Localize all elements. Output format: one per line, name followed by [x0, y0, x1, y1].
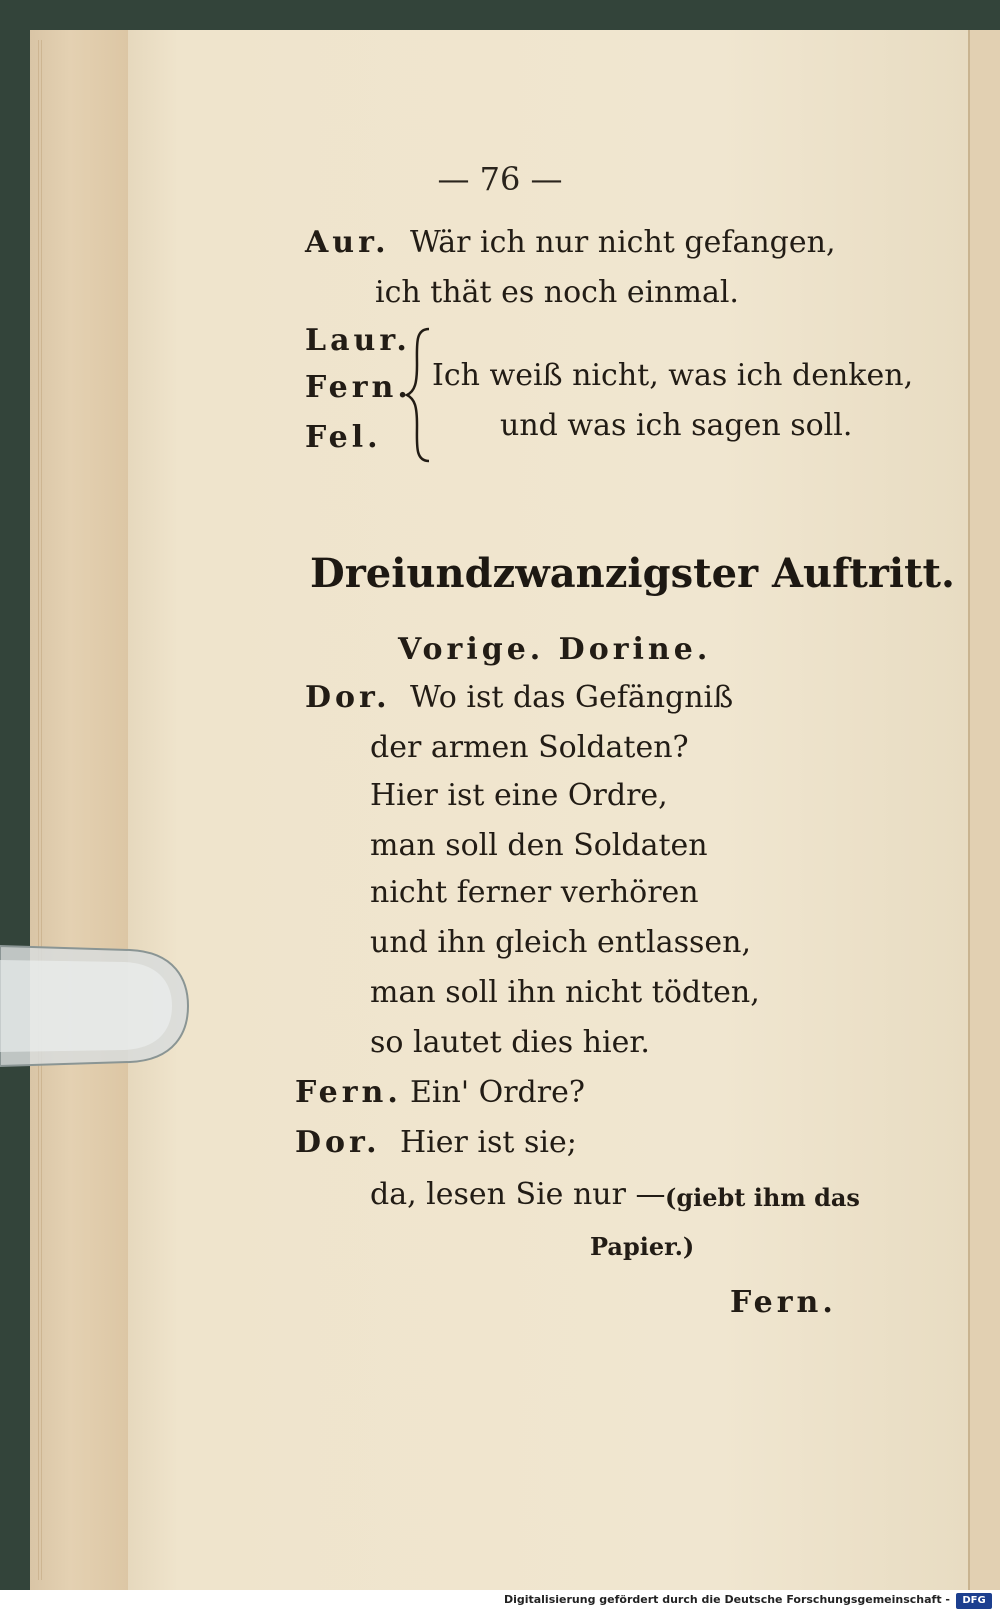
catchword: Fern. [730, 1285, 837, 1320]
dor-line-5: nicht ferner verhören [370, 875, 699, 910]
footer-bar [0, 1590, 1000, 1613]
dor-line-9: Hier ist sie; [400, 1125, 577, 1160]
dor-line-3: Hier ist eine Ordre, [370, 778, 668, 813]
aur-line-2: ich thät es noch einmal. [375, 275, 739, 310]
speaker-aur: Aur. [305, 225, 390, 260]
dor-line-6: und ihn gleich entlassen, [370, 925, 751, 960]
dor-line-7: man soll ihn nicht tödten, [370, 975, 760, 1010]
fern-line: Ein' Ordre? [410, 1075, 585, 1110]
dor-line-10: da, lesen Sie nur — [370, 1177, 666, 1212]
speaker-fern-2: Fern. [295, 1075, 402, 1110]
dor-line-1: Wo ist das Gefängniß [410, 680, 734, 715]
page-stack-edge [30, 30, 131, 1590]
cast-list: Vorige. Dorine. [398, 632, 712, 667]
right-page-edge [968, 30, 1000, 1590]
speaker-dor: Dor. [305, 680, 391, 715]
dor-line-2: der armen Soldaten? [370, 730, 689, 765]
speaker-laur: Laur. [305, 323, 411, 358]
trio-line-2: und was ich sagen soll. [500, 408, 853, 443]
speaker-fel: Fel. [305, 420, 382, 455]
page-clip [0, 940, 190, 1072]
stage-direction-2: Papier.) [590, 1232, 695, 1261]
dor-line-4: man soll den Soldaten [370, 828, 708, 863]
footer-credit: Digitalisierung gefördert durch die Deutsche Forschungsgemeinschaft - [503, 1593, 950, 1606]
curly-brace [405, 325, 435, 465]
stage-direction-1: (giebt ihm das [665, 1183, 860, 1212]
dor-line-8: so lautet dies hier. [370, 1025, 650, 1060]
trio-line-1: Ich weiß nicht, was ich denken, [432, 358, 914, 393]
speaker-fern: Fern. [305, 370, 412, 405]
speaker-dor-2: Dor. [295, 1125, 381, 1160]
page-stack-lines [38, 40, 44, 1580]
page-number: — 76 — [437, 160, 563, 198]
aur-line-1: Wär ich nur nicht gefangen, [410, 225, 836, 260]
scene-heading: Dreiundzwanzigster Auftritt. [310, 550, 955, 597]
dfg-logo: DFG [956, 1593, 992, 1609]
